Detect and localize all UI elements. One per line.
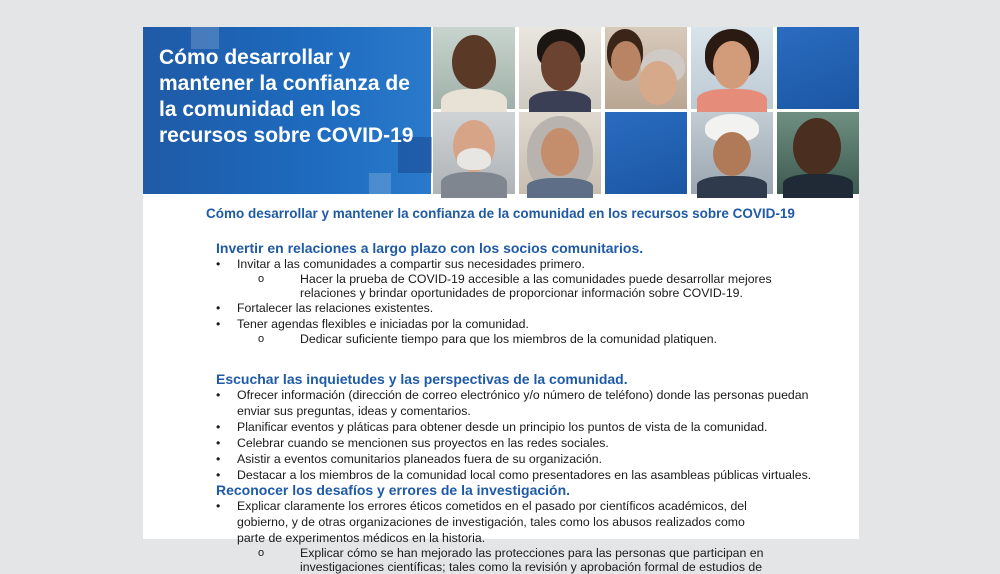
sub-item-text: Explicar cómo se han mejorado las protecciones para las personas que participan en investigaciones científicas; tales como la revisión y aprobación formal de estudios de [300, 546, 764, 574]
list-item [216, 387, 836, 419]
list-item [216, 467, 836, 483]
list-item-text: Asistir a eventos comunitarios planeados fuera de su organización. [237, 452, 603, 466]
list-item-text: Ofrecer información (dirección de correo electrónico y/o número de teléfono) donde las personas puedan enviar sus preguntas, ideas y comentarios. [237, 388, 809, 418]
decorative-blue-tile [777, 27, 859, 109]
list-item [216, 419, 836, 435]
photo-woman-glasses [519, 27, 601, 109]
photo-older-man-beard [433, 112, 515, 194]
banner-title: Cómo desarrollar y mantener la confianza de la comunidad en los recursos sobre COVID-19 [159, 46, 414, 147]
list-item-text: Tener agendas flexibles e iniciadas por la comunidad. [237, 317, 529, 331]
bullet-marker: • [216, 420, 221, 434]
list-item [216, 300, 836, 316]
section-desafios [216, 482, 836, 574]
list-item [216, 316, 836, 346]
sub-list [237, 546, 796, 574]
sub-bullet-marker: o [258, 547, 265, 559]
bullet-list [216, 256, 836, 346]
photo-smiling-woman [691, 27, 773, 109]
bullet-marker: • [216, 388, 221, 402]
photo-woman-gray-hair [519, 112, 601, 194]
photo-worker-hard-hat [691, 112, 773, 194]
header-banner [143, 27, 859, 194]
bullet-list [216, 498, 836, 574]
bullet-marker: • [216, 301, 221, 315]
decorative-square [369, 173, 391, 194]
list-item-text: Destacar a los miembros de la comunidad local como presentadores en las asambleas públicas virtuales. [237, 468, 812, 482]
sub-bullet-marker: o [258, 333, 265, 345]
sub-list-item [237, 332, 836, 346]
section-heading: Escuchar las inquietudes y las perspectivas de la comunidad. [216, 371, 628, 387]
bullet-marker: • [216, 468, 221, 482]
photo-two-women [605, 27, 687, 109]
sub-item-text: Dedicar suficiente tiempo para que los miembros de la comunidad platiquen. [300, 332, 717, 346]
sub-bullet-marker: o [258, 273, 265, 285]
section-inquietudes [216, 371, 836, 483]
bullet-marker: • [216, 317, 221, 331]
section-relaciones [216, 240, 836, 346]
bullet-marker: • [216, 499, 221, 513]
list-item-text: Celebrar cuando se mencionen sus proyectos en las redes sociales. [237, 436, 609, 450]
sub-list [237, 272, 836, 300]
list-item-text: Invitar a las comunidades a compartir sus necesidades primero. [237, 257, 585, 271]
bullet-marker: • [216, 436, 221, 450]
document-subtitle: Cómo desarrollar y mantener la confianza de la comunidad en los recursos sobre COVID-19 [206, 206, 795, 221]
list-item [216, 256, 836, 300]
sub-list-item [237, 546, 796, 574]
bullet-list [216, 387, 836, 483]
sub-item-text: Hacer la prueba de COVID-19 accesible a las comunidades puede desarrollar mejores relaciones y brindar oportunidades de proporcionar información sobre COVID-19. [300, 272, 772, 300]
section-heading: Invertir en relaciones a largo plazo con los socios comunitarios. [216, 240, 644, 256]
photo-smiling-older-man [433, 27, 515, 109]
list-item-text: Planificar eventos y pláticas para obtener desde un principio los puntos de vista de la comunidad. [237, 420, 768, 434]
photo-smiling-man [777, 112, 859, 194]
section-heading: Reconocer los desafíos y errores de la investigación. [216, 482, 571, 498]
decorative-blue-tile [605, 112, 687, 194]
list-item [216, 451, 836, 467]
list-item-text: Fortalecer las relaciones existentes. [237, 301, 434, 315]
list-item [216, 498, 836, 574]
list-item [216, 435, 836, 451]
sub-list-item [237, 272, 836, 300]
bullet-marker: • [216, 257, 221, 271]
title-panel [143, 27, 431, 194]
document-page [143, 27, 859, 574]
bullet-marker: • [216, 452, 221, 466]
list-item-text: Explicar claramente los errores éticos cometidos en el pasado por científicos académicos, del gobierno, y de otras organizaciones de investigación, tales como los abusos realizados como parte de experimentos médicos en la historia. [237, 499, 747, 545]
sub-list [237, 332, 836, 346]
